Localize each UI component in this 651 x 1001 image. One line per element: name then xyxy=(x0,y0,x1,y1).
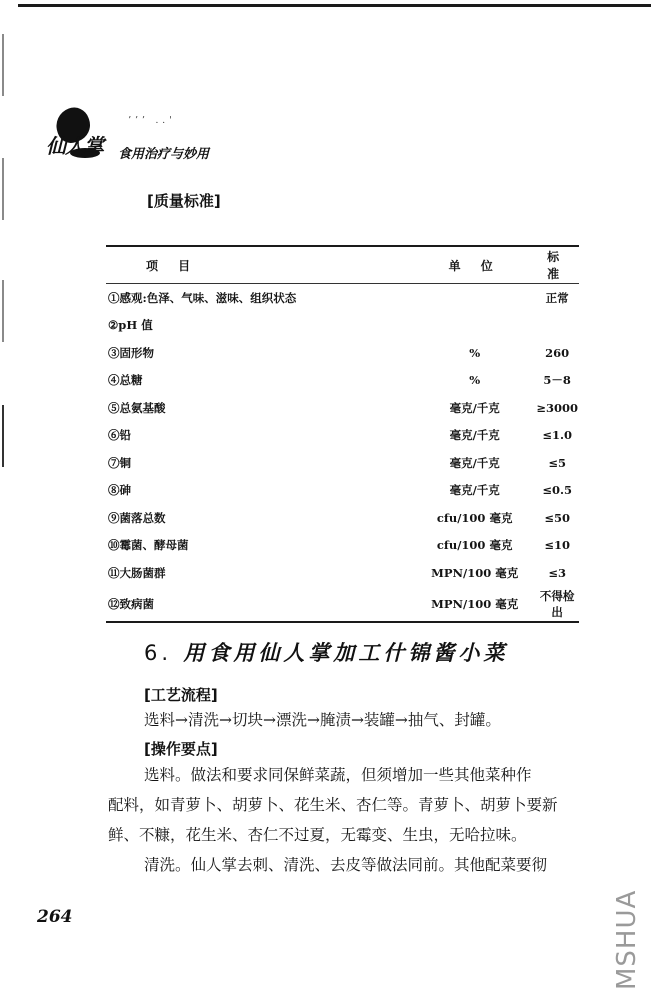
table-header-row xyxy=(106,246,579,284)
standard-cell: 不得检出 xyxy=(539,588,575,619)
quality-standard-label: [质量标准] xyxy=(147,192,221,210)
unit-cell: cfu/100 毫克 xyxy=(436,538,513,553)
standard-cell: ≤10 xyxy=(544,538,570,553)
paragraph-line: 配料，如青萝卜、胡萝卜、花生米、杏仁等。青萝卜、胡萝卜要新 xyxy=(108,796,558,814)
unit-cell: MPN/100 毫克 xyxy=(431,596,519,611)
unit-cell xyxy=(414,312,535,340)
unit-cell xyxy=(414,284,535,312)
table-row xyxy=(106,587,579,622)
table-row xyxy=(106,284,579,312)
standard-cell: 5－8 xyxy=(543,373,571,388)
logo-decoration: ʼʼʼ ..' xyxy=(128,116,176,126)
margin-line xyxy=(2,280,4,342)
section-number: 6. xyxy=(144,641,173,665)
item-cell: ⑧砷 xyxy=(108,483,131,498)
item-cell: ⑦铜 xyxy=(108,455,131,470)
margin-line xyxy=(2,405,4,467)
margin-line xyxy=(2,34,4,96)
item-cell: ⑤总氨基酸 xyxy=(108,400,166,415)
item-cell: ⑪大肠菌群 xyxy=(108,565,166,580)
table-row xyxy=(106,367,579,395)
item-cell: ①感观:色泽、气味、滋味、组织状态 xyxy=(108,290,297,305)
unit-cell: cfu/100 毫克 xyxy=(436,510,513,525)
table-row xyxy=(106,477,579,505)
page-number: 264 xyxy=(37,907,73,927)
paragraph-line: 鲜、不糠，花生米、杏仁不过夏，无霉变、生虫，无哈拉味。 xyxy=(108,826,527,844)
logo-title: 仙人掌 xyxy=(46,134,103,158)
table-row xyxy=(106,504,579,532)
item-cell: ②pH 值 xyxy=(108,318,153,333)
unit-cell: 毫克/千克 xyxy=(449,483,500,498)
process-flow-label: [工艺流程] xyxy=(144,686,218,704)
item-cell: ⑫致病菌 xyxy=(108,596,154,611)
table-row xyxy=(106,422,579,450)
unit-cell: % xyxy=(469,345,481,360)
section-heading xyxy=(144,637,508,667)
unit-cell: 毫克/千克 xyxy=(449,428,500,443)
standard-cell: ≤3 xyxy=(548,565,566,580)
process-flow-text: 选料→清洗→切块→漂洗→腌渍→装罐→抽气、封罐。 xyxy=(144,711,501,729)
standard-cell: ≤5 xyxy=(548,455,566,470)
logo-subtitle: 食用治疗与妙用 xyxy=(118,147,210,162)
standard-cell: ≤50 xyxy=(544,510,570,525)
table-row xyxy=(106,312,579,340)
standard-cell: 260 xyxy=(545,345,570,360)
paragraph-line: 清洗。仙人掌去刺、清洗、去皮等做法同前。其他配菜要彻 xyxy=(144,856,548,874)
paragraph-line: 选料。做法和要求同保鲜菜蔬，但须增加一些其他菜种作 xyxy=(144,766,532,784)
item-cell: ③固形物 xyxy=(108,345,154,360)
table-row xyxy=(106,449,579,477)
item-cell: ④总糖 xyxy=(108,373,143,388)
top-rule xyxy=(18,4,651,7)
table-row xyxy=(106,394,579,422)
standard-cell: ≤0.5 xyxy=(542,483,572,498)
quality-standard-table xyxy=(106,245,579,623)
book-logo xyxy=(42,104,222,166)
unit-cell: 毫克/千克 xyxy=(449,455,500,470)
item-cell: ⑩霉菌、酵母菌 xyxy=(108,538,189,553)
margin-line xyxy=(2,158,4,220)
key-points-label: [操作要点] xyxy=(144,740,218,758)
column-header-standard: 标 准 xyxy=(535,246,579,284)
unit-cell: MPN/100 毫克 xyxy=(431,565,519,580)
standard-cell: 正常 xyxy=(545,290,569,305)
standard-cell: ≤1.0 xyxy=(542,428,572,443)
watermark: MSHUA xyxy=(612,889,642,991)
standard-cell: ≥3000 xyxy=(536,400,578,415)
standard-cell xyxy=(535,312,579,340)
unit-cell: 毫克/千克 xyxy=(449,400,500,415)
table-row xyxy=(106,532,579,560)
unit-cell: % xyxy=(469,373,481,388)
column-header-unit: 单 位 xyxy=(414,246,535,284)
table-row xyxy=(106,559,579,587)
table-row xyxy=(106,339,579,367)
column-header-item: 项 目 xyxy=(106,246,414,284)
item-cell: ⑨菌落总数 xyxy=(108,510,166,525)
item-cell: ⑥铅 xyxy=(108,428,131,443)
section-title: 用食用仙人掌加工什锦酱小菜 xyxy=(183,640,509,665)
